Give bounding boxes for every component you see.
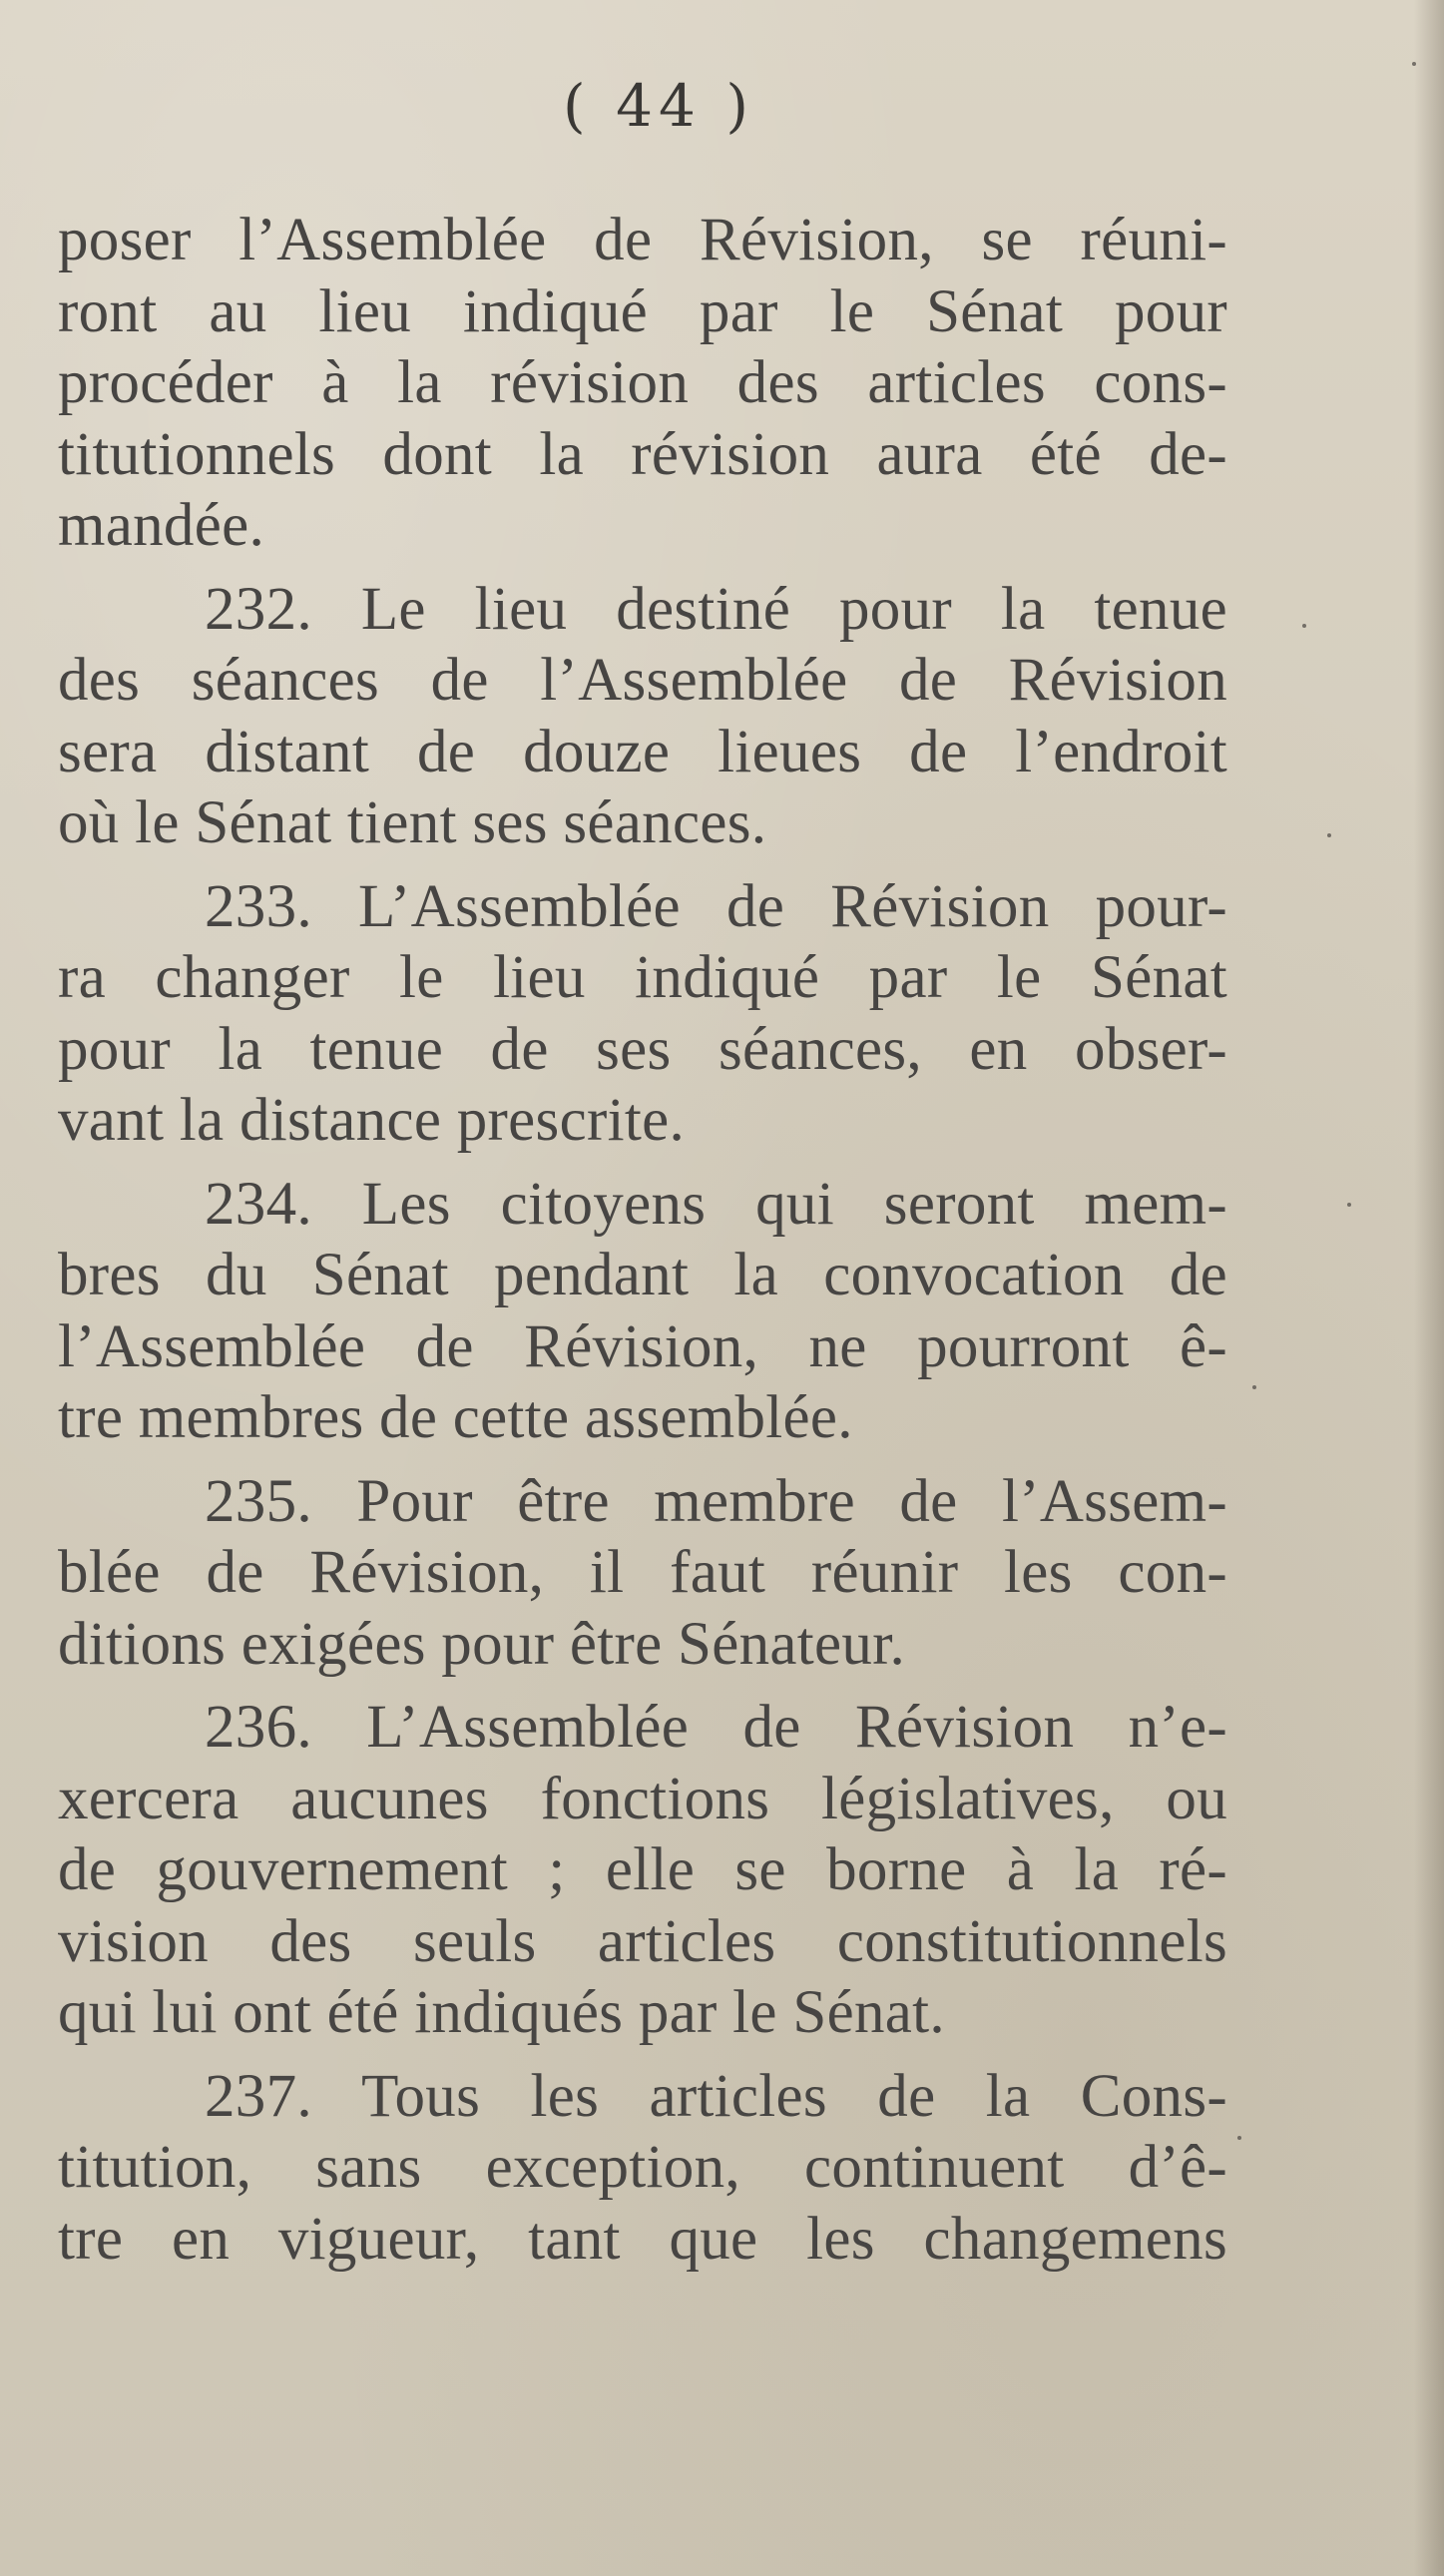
text-line: ra changer le lieu indiqué par le Sénat — [58, 944, 1227, 1011]
article-235 — [58, 1466, 1227, 1681]
text-line: xercera aucunes fonctions législatives, ou — [58, 1765, 1227, 1832]
text-line: ront au lieu indiqué par le Sénat pour — [58, 277, 1227, 345]
text-line: qui lui ont été indiqués par le Sénat. — [58, 1979, 945, 2046]
text-line: vant la distance prescrite. — [58, 1087, 685, 1154]
text-line: pour la tenue de ses séances, en obser- — [58, 1015, 1227, 1083]
text-line: titution, sans exception, continuent d’ê- — [58, 2134, 1227, 2201]
text-line: poser l’Assemblée de Révision, se réuni- — [58, 207, 1227, 273]
text-line: 233. L’Assemblée de Révision pour- — [205, 872, 1227, 940]
text-line: tre membres de cette assemblée. — [58, 1384, 853, 1451]
text-line: l’Assemblée de Révision, ne pourront ê- — [58, 1312, 1227, 1380]
paper-speck — [1302, 624, 1306, 628]
text-line: 232. Le lieu destiné pour la tenue — [205, 575, 1227, 643]
page-edge-shadow — [1414, 0, 1444, 2576]
text-line: 234. Les citoyens qui seront mem- — [205, 1170, 1227, 1238]
text-line: où le Sénat tient ses séances. — [58, 789, 767, 856]
article-237 — [58, 2061, 1227, 2276]
text-line: mandée. — [58, 492, 265, 559]
text-line: 235. Pour être membre de l’Assem- — [205, 1467, 1227, 1535]
text-line: sera distant de douze lieues de l’endroit — [58, 718, 1227, 785]
article-234 — [58, 1169, 1227, 1454]
page-number: ( 44 ) — [563, 72, 754, 140]
paper-speck — [1412, 62, 1416, 66]
paper-speck — [1347, 1203, 1351, 1207]
text-line: 237. Tous les articles de la Cons- — [205, 2062, 1227, 2130]
text-line: blée de Révision, il faut réunir les con- — [58, 1539, 1227, 1606]
text-line: procéder à la révision des articles cons- — [58, 349, 1227, 416]
paper-speck — [1327, 833, 1331, 837]
paragraph-continuation — [58, 205, 1227, 562]
text-line: bres du Sénat pendant la convocation de — [58, 1242, 1227, 1308]
text-line: tre en vigueur, tant que les changemens — [58, 2205, 1227, 2273]
article-236 — [58, 1692, 1227, 2049]
body-text — [58, 205, 1227, 2275]
text-line: de gouvernement ; elle se borne à la ré- — [58, 1836, 1227, 1903]
text-line: vision des seuls articles constitutionnels — [58, 1907, 1227, 1975]
paper-speck — [1252, 1385, 1256, 1389]
text-line: des séances de l’Assemblée de Révision — [58, 647, 1227, 714]
paper-speck — [1237, 2136, 1241, 2140]
article-233 — [58, 871, 1227, 1157]
text-line: ditions exigées pour être Sénateur. — [58, 1610, 906, 1678]
article-232 — [58, 574, 1227, 859]
text-line: titutionnels dont la révision aura été de- — [58, 420, 1227, 488]
text-line: 236. L’Assemblée de Révision n’e- — [205, 1694, 1227, 1761]
